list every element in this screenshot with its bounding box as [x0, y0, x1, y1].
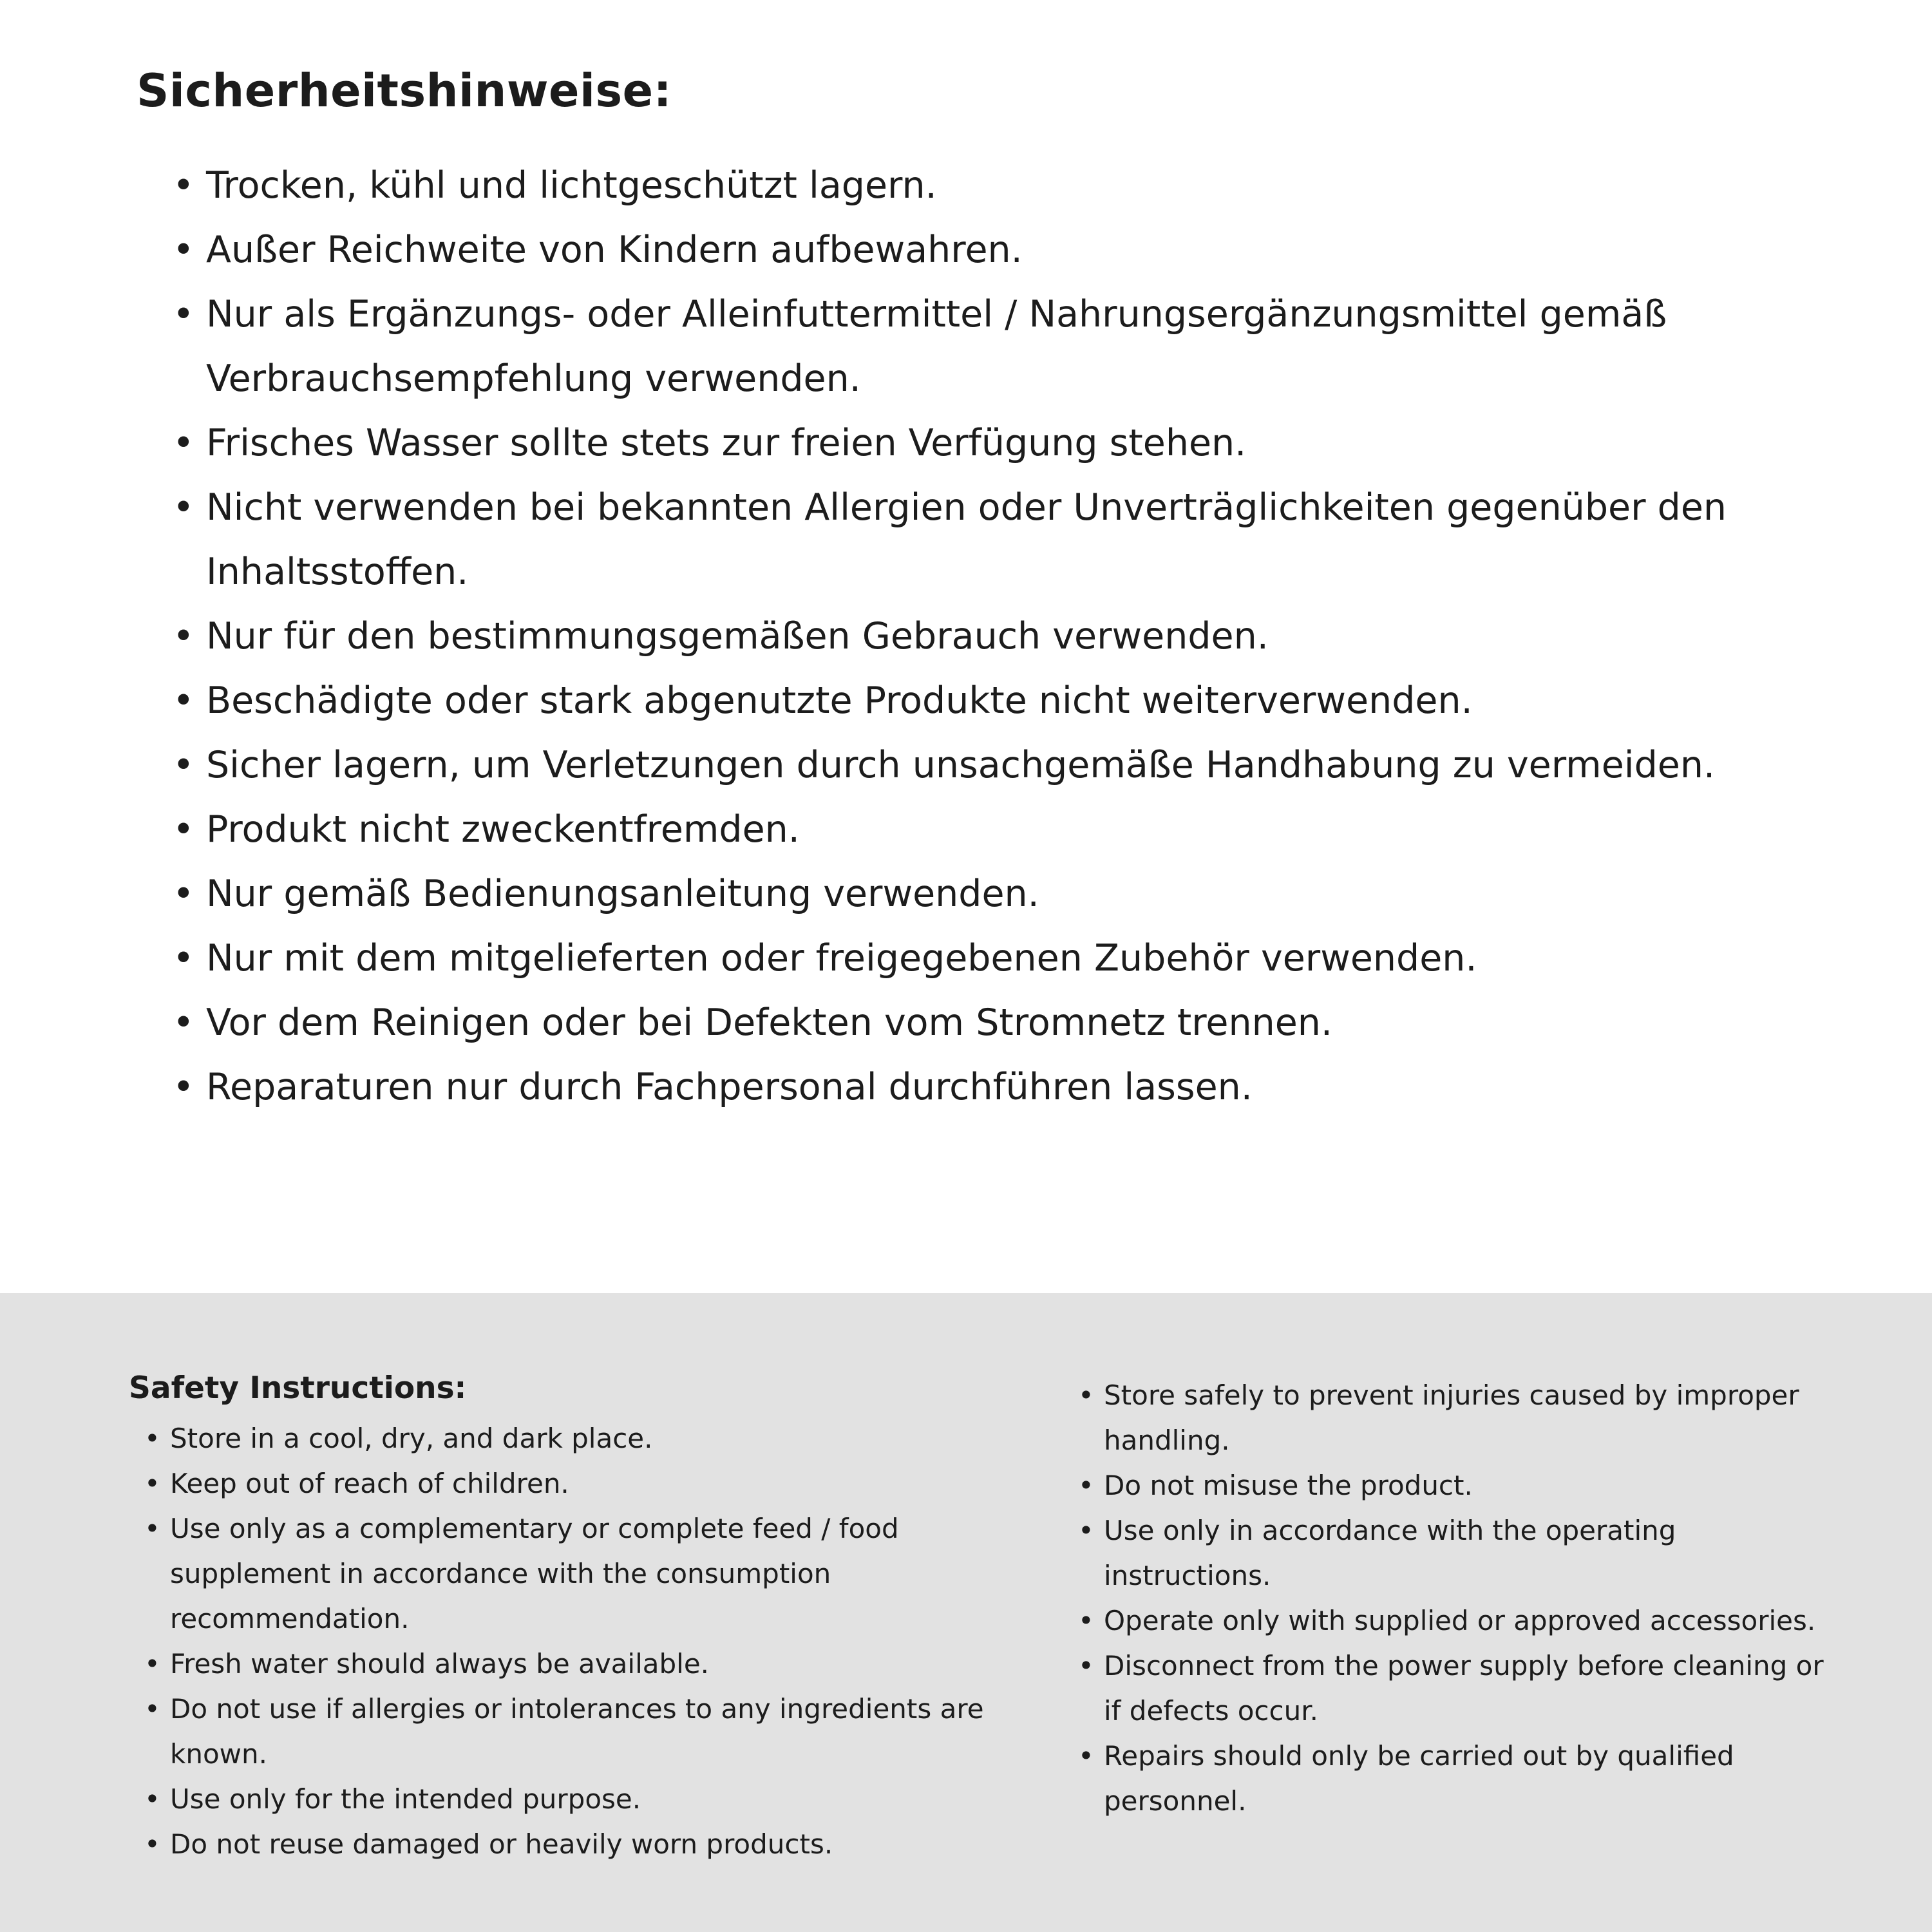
list-item-text: Trocken, kühl und lichtgeschützt lagern. [206, 164, 937, 207]
list-item [144, 1777, 998, 1822]
list-item [173, 926, 1783, 990]
bullet-icon: • [1078, 1605, 1094, 1636]
list-item-text: Do not use if allergies or intolerances to any ingredients are known. [170, 1693, 984, 1770]
list-item-text: Frisches Wasser sollte stets zur freien Verfügung stehen. [206, 422, 1247, 464]
bullet-icon: • [173, 744, 194, 786]
bullet-icon: • [144, 1468, 160, 1499]
list-item-text: Keep out of reach of children. [170, 1468, 569, 1499]
bullet-icon: • [144, 1648, 160, 1680]
bullet-icon: • [1078, 1650, 1094, 1681]
list-item [1078, 1508, 1835, 1598]
list-item-text: Fresh water should always be available. [170, 1648, 710, 1680]
english-instructions-list-right [1078, 1373, 1835, 1824]
bullet-icon: • [173, 293, 194, 336]
bullet-icon: • [173, 164, 194, 207]
list-item-text: Nur als Ergänzungs- oder Alleinfuttermittel / Nahrungsergänzungsmittel gemäß Verbrauchsempfehlung verwenden. [206, 293, 1667, 400]
list-item [173, 282, 1783, 411]
bullet-icon: • [1078, 1379, 1094, 1411]
bullet-icon: • [1078, 1470, 1094, 1501]
bullet-icon: • [173, 873, 194, 915]
bullet-icon: • [173, 808, 194, 851]
list-item-text: Nur mit dem mitgelieferten oder freigegebenen Zubehör verwenden. [206, 937, 1477, 980]
list-item [173, 990, 1783, 1055]
list-item [173, 862, 1783, 926]
bullet-icon: • [173, 486, 194, 529]
english-left-column [129, 1370, 998, 1867]
list-item-text: Do not misuse the product. [1104, 1470, 1473, 1501]
list-item [1078, 1463, 1835, 1508]
list-item [173, 1055, 1783, 1119]
bullet-icon: • [173, 1001, 194, 1044]
list-item [144, 1822, 998, 1867]
bullet-icon: • [144, 1423, 160, 1454]
bullet-icon: • [144, 1783, 160, 1815]
list-item [173, 733, 1783, 797]
list-item [144, 1461, 998, 1506]
bullet-icon: • [144, 1828, 160, 1860]
list-item-text: Außer Reichweite von Kindern aufbewahren. [206, 229, 1023, 271]
english-instructions-list-left [144, 1416, 998, 1867]
list-item-text: Reparaturen nur durch Fachpersonal durchführen lassen. [206, 1066, 1253, 1108]
list-item-text: Produkt nicht zweckentfremden. [206, 808, 800, 851]
list-item-text: Nur für den bestimmungsgemäßen Gebrauch verwenden. [206, 615, 1269, 658]
list-item [173, 668, 1783, 733]
bullet-icon: • [173, 679, 194, 722]
list-item [144, 1642, 998, 1687]
list-item [1078, 1373, 1835, 1463]
list-item-text: Store safely to prevent injuries caused by improper handling. [1104, 1379, 1799, 1456]
list-item [173, 218, 1783, 282]
bullet-icon: • [1078, 1515, 1094, 1546]
bullet-icon: • [173, 422, 194, 464]
english-section [0, 1293, 1932, 1932]
german-section-title: Sicherheitshinweise: [137, 64, 672, 117]
german-instructions-list [173, 153, 1783, 1119]
list-item-text: Use only in accordance with the operating instructions. [1104, 1515, 1676, 1591]
list-item [1078, 1643, 1835, 1734]
list-item-text: Nicht verwenden bei bekannten Allergien oder Unverträglichkeiten gegenüber den Inhaltsstoffen. [206, 486, 1727, 593]
bullet-icon: • [1078, 1740, 1094, 1772]
list-item-text: Store in a cool, dry, and dark place. [170, 1423, 653, 1454]
list-item-text: Sicher lagern, um Verletzungen durch unsachgemäße Handhabung zu vermeiden. [206, 744, 1716, 786]
english-right-column [1063, 1370, 1835, 1824]
list-item [144, 1416, 998, 1461]
list-item-text: Disconnect from the power supply before cleaning or if defects occur. [1104, 1650, 1824, 1727]
bullet-icon: • [144, 1513, 160, 1544]
bullet-icon: • [173, 229, 194, 271]
bullet-icon: • [173, 615, 194, 658]
list-item [173, 604, 1783, 668]
list-item-text: Use only as a complementary or complete feed / food supplement in accordance with the consumption recommendation. [170, 1513, 899, 1634]
bullet-icon: • [173, 1066, 194, 1108]
list-item [173, 411, 1783, 475]
list-item [144, 1687, 998, 1777]
list-item-text: Repairs should only be carried out by qualified personnel. [1104, 1740, 1734, 1817]
english-section-title: Safety Instructions: [129, 1370, 467, 1406]
list-item [173, 153, 1783, 218]
list-item [1078, 1598, 1835, 1643]
list-item [1078, 1734, 1835, 1824]
list-item-text: Operate only with supplied or approved accessories. [1104, 1605, 1816, 1636]
list-item [173, 797, 1783, 862]
list-item-text: Vor dem Reinigen oder bei Defekten vom Stromnetz trennen. [206, 1001, 1333, 1044]
bullet-icon: • [173, 937, 194, 980]
list-item [144, 1506, 998, 1642]
list-item-text: Beschädigte oder stark abgenutzte Produkte nicht weiterverwenden. [206, 679, 1473, 722]
list-item-text: Nur gemäß Bedienungsanleitung verwenden. [206, 873, 1039, 915]
bullet-icon: • [144, 1693, 160, 1725]
list-item-text: Do not reuse damaged or heavily worn products. [170, 1828, 833, 1860]
list-item-text: Use only for the intended purpose. [170, 1783, 641, 1815]
list-item [173, 475, 1783, 604]
